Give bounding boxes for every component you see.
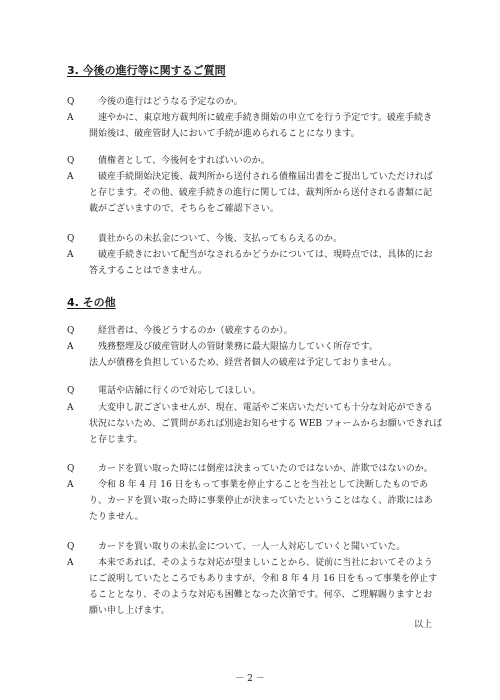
question-marker: Q	[67, 97, 75, 107]
answer-text: にご説明していたところでもありますが、令和 8 年 4 月 16 日をもって事業を停止す	[89, 574, 438, 584]
answer-text: と存じます。その他、破産手続きの進行に関しては、裁判所から送付される書類に記	[89, 188, 433, 198]
answer-text: 大変申し訳ございませんが、現在、電話やご来店いただいても十分な対応ができる	[98, 403, 433, 413]
question-marker: Q	[67, 326, 75, 336]
answer-marker: A	[67, 480, 74, 490]
answer-text: 願い申し上げます。	[89, 606, 170, 616]
answer-text: 破産手続きにおいて配当がなされるかどうかについては、現時点では、具体的にお	[98, 250, 433, 260]
question-marker: Q	[67, 464, 75, 474]
answer-marker: A	[67, 403, 74, 413]
answer-marker: A	[67, 558, 74, 568]
question-text: 貴社からの未払金について、今後、支払ってもらえるのか。	[98, 234, 342, 244]
answer-text: 載がございますので、そちらをご確認下さい。	[89, 204, 279, 214]
closing-mark: 以上	[413, 620, 432, 630]
question-text: 経営者は、今後どうするのか（破産するのか）。	[98, 326, 293, 336]
question-text: カードを買い取った時には倒産は決まっていたのではないか、詐欺ではないのか。	[98, 464, 433, 474]
answer-text: 開始後は、破産管財人において手続が進められることになります。	[89, 129, 360, 139]
answer-marker: A	[67, 172, 74, 182]
answer-text: り、カードを買い取った時に事業停止が決まっていたということはなく、詐欺にはあ	[89, 496, 433, 506]
answer-text: 法人が債務を負担しているため、経営者個人の破産は予定しておりません。	[89, 358, 397, 368]
answer-text: 破産手続開始決定後、裁判所から送付される債権届出書をご提出していただければ	[98, 172, 433, 182]
section-3-heading: 3. 今後の進行等に関するご質問	[67, 64, 226, 77]
section-4-heading: 4. その他	[67, 296, 116, 309]
question-text: 今後の進行はどうなる予定なのか。	[98, 97, 243, 107]
answer-text: 速やかに、東京地方裁判所に破産手続き開始の申立てを行う予定です。破産手続き	[98, 113, 433, 123]
answer-text: と存じます。	[89, 435, 143, 445]
answer-text: 残務整理及び破産管財人の管財業務に最大限協力していく所存です。	[98, 342, 378, 352]
answer-marker: A	[67, 342, 74, 352]
question-marker: Q	[67, 156, 75, 166]
question-marker: Q	[67, 234, 75, 244]
question-marker: Q	[67, 542, 75, 552]
answer-text: ることとなり、そのような対応も困難となった次第です。何卒、ご理解賜りますとお	[89, 590, 433, 600]
answer-text: たりません。	[89, 512, 144, 522]
question-text: 電話や店舗に行くので対応してほしい。	[98, 386, 261, 396]
answer-text: 令和 8 年 4 月 16 日をもって事業を停止することを当社として決断したものであ	[98, 480, 429, 490]
question-text: 債権者として、今後何をすればいいのか。	[98, 156, 270, 166]
answer-marker: A	[67, 250, 74, 260]
answer-text: 本来であれば、そのような対応が望ましいことから、従前に当社においてそのよう	[98, 558, 433, 568]
question-marker: Q	[67, 386, 75, 396]
answer-marker: A	[67, 113, 74, 123]
answer-text: 答えすることはできません。	[89, 266, 208, 276]
question-text: カードを買い取りの未払金について、一人一人対応していくと聞いていた。	[98, 542, 406, 552]
page-number: － 2 －	[235, 674, 265, 684]
answer-text: 状況にないため、ご質問があれば別途お知らせする WEB フォームからお願いできれば	[89, 419, 443, 429]
